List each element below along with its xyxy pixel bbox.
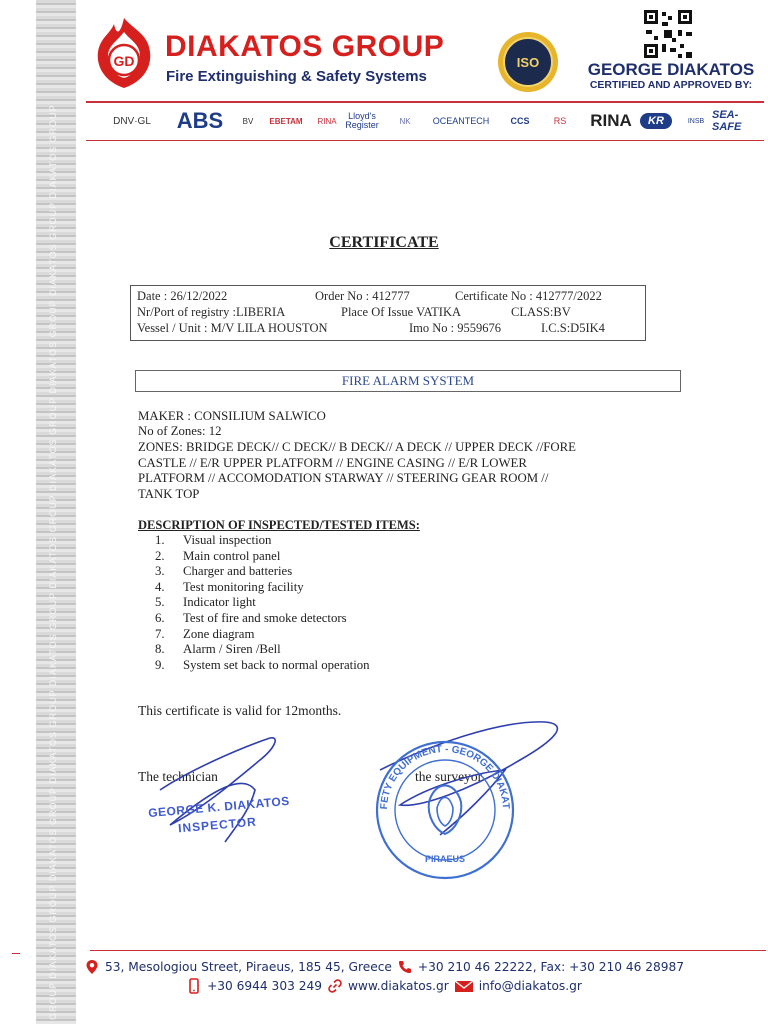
footer-dash xyxy=(12,953,20,954)
items-heading: DESCRIPTION OF INSPECTED/TESTED ITEMS: xyxy=(138,518,420,532)
zones-line: TANK TOP xyxy=(138,487,200,501)
date-field: Date : 26/12/2022 xyxy=(137,289,228,303)
list-item xyxy=(155,580,370,596)
item-text: Charger and batteries xyxy=(183,564,293,579)
item-text: Visual inspection xyxy=(183,533,272,547)
item-number: 4. xyxy=(155,579,165,594)
zones-count-line: No of Zones: 12 xyxy=(138,424,222,438)
zones-line: PLATFORM // ACCOMODATION STARWAY // STEERING GEAR ROOM // xyxy=(138,471,549,485)
item-number: 6. xyxy=(155,610,165,625)
logo-initials: GD xyxy=(113,53,135,69)
approval-logo: SEA-SAFE xyxy=(712,109,742,133)
location-pin-icon xyxy=(84,959,100,975)
footer-contact-row xyxy=(0,959,768,975)
list-item xyxy=(155,611,370,627)
approval-logo: ABS xyxy=(176,108,224,133)
item-text: System set back to normal operation xyxy=(183,657,370,672)
item-text: Zone diagram xyxy=(183,626,255,641)
brand-title: DIAKATOS GROUP xyxy=(165,30,445,63)
list-item xyxy=(155,642,370,658)
iso-badge-label: ISO xyxy=(516,55,540,70)
footer-website[interactable]: www.diakatos.gr xyxy=(347,979,449,993)
certifier-subtitle: CERTIFIED AND APPROVED BY: xyxy=(589,79,753,91)
approval-logo: KR xyxy=(636,104,676,138)
approval-logo: RINA xyxy=(317,116,337,126)
validity-statement: This certificate is valid for 12months. xyxy=(138,703,342,718)
list-item xyxy=(155,595,370,611)
item-number: 2. xyxy=(155,548,165,563)
qr-code-icon xyxy=(642,8,694,60)
header-rule-top xyxy=(86,101,764,103)
approval-logo: EBETAM xyxy=(269,116,303,126)
approval-logo: Lloyd's Register xyxy=(345,111,379,130)
item-text: Main control panel xyxy=(183,548,281,563)
approval-logo: BV xyxy=(242,116,254,126)
round-stamp xyxy=(377,742,513,878)
item-number: 3. xyxy=(155,564,165,579)
footer-online-row xyxy=(0,978,768,994)
surveyor-label: the surveyor xyxy=(415,769,483,784)
list-item xyxy=(155,627,370,643)
item-number: 5. xyxy=(155,595,165,610)
footer-mobile: +30 6944 303 249 xyxy=(207,979,322,993)
mobile-icon xyxy=(186,978,202,994)
certificate-no-field: Certificate No : 412777/2022 xyxy=(455,289,602,303)
approval-logos-row xyxy=(86,104,766,138)
mail-icon xyxy=(454,978,474,994)
approval-logo: OCEANTECH xyxy=(432,116,490,126)
imo-no-field: Imo No : 9559676 xyxy=(409,321,502,335)
brand-subtitle: Fire Extinguishing & Safety Systems xyxy=(166,68,427,85)
approval-logo: INSB xyxy=(687,117,705,125)
approval-logo: RS xyxy=(553,116,567,126)
inspector-stamp-name: GEORGE K. DIAKATOS xyxy=(147,793,291,821)
footer-phone: +30 210 46 22222, Fax: +30 210 46 28987 xyxy=(417,960,684,974)
section-title-box: FIRE ALARM SYSTEM xyxy=(135,370,681,392)
item-number: 8. xyxy=(155,642,165,657)
zones-line: CASTLE // E/R UPPER PLATFORM // ENGINE CASING // E/R LOWER xyxy=(138,456,527,470)
item-text: Alarm / Siren /Bell xyxy=(183,642,281,657)
technician-label: The technician xyxy=(138,769,218,784)
certificate-info-box xyxy=(130,285,646,341)
item-text: Test of fire and smoke detectors xyxy=(183,610,347,625)
class-field: CLASS:BV xyxy=(511,305,571,319)
place-of-issue-field: Place Of Issue VATIKA xyxy=(341,305,462,319)
item-text: Test monitoring facility xyxy=(183,579,304,594)
item-number: 1. xyxy=(155,533,165,547)
round-stamp-city: PIRAEUS xyxy=(424,854,466,864)
list-item xyxy=(155,658,370,674)
port-of-registry-field: Nr/Port of registry :LIBERIA xyxy=(137,305,286,319)
approval-logo: RINA xyxy=(590,111,632,130)
iso-badge-icon xyxy=(496,30,560,94)
item-text: Indicator light xyxy=(183,595,256,610)
flame-logo-icon xyxy=(90,16,158,92)
list-item xyxy=(155,533,370,549)
certificate-title: CERTIFICATE xyxy=(329,234,439,251)
zones-line: ZONES: BRIDGE DECK// C DECK// B DECK// A DECK // UPPER DECK //FORE xyxy=(138,440,576,454)
phone-icon xyxy=(397,959,413,975)
footer-rule xyxy=(90,950,766,951)
inspector-stamp xyxy=(147,793,298,838)
order-no-field: Order No : 412777 xyxy=(315,289,410,303)
list-item xyxy=(155,549,370,565)
approval-logo: CCS xyxy=(510,116,530,126)
inspector-stamp-title: INSPECTOR xyxy=(177,814,258,836)
list-item xyxy=(155,564,370,580)
footer-address: 53, Mesologiou Street, Piraeus, 185 45, Greece xyxy=(105,960,392,974)
footer-email[interactable]: info@diakatos.gr xyxy=(478,979,582,993)
side-strip-text: GROUP DIAKATOS GROUP DIAKATOS GROUP DIAKATOS GROUP DIAKATOS GROUP DIAKATOS GROUP DIAKATOS GROUP DIAKATOS GROUP DIAKATOS GROUP DIAKATOS GROUP xyxy=(48,104,58,1020)
item-number: 7. xyxy=(155,626,165,641)
approval-logo: NK xyxy=(399,116,411,126)
inspected-items-list xyxy=(155,533,370,673)
item-number: 9. xyxy=(155,657,165,672)
link-icon xyxy=(327,978,343,994)
lcs-field: I.C.S:D5IK4 xyxy=(541,321,605,335)
maker-line: MAKER : CONSILIUM SALWICO xyxy=(138,409,326,423)
round-stamp-text: SAFETY EQUIPMENT - GEORGE DIAKATOS xyxy=(378,743,512,813)
certifier-name: GEORGE DIAKATOS xyxy=(587,60,755,79)
header-rule-bottom xyxy=(86,140,764,141)
vessel-field: Vessel / Unit : M/V LILA HOUSTON xyxy=(137,321,328,335)
approval-logo: DNV·GL xyxy=(113,115,151,127)
